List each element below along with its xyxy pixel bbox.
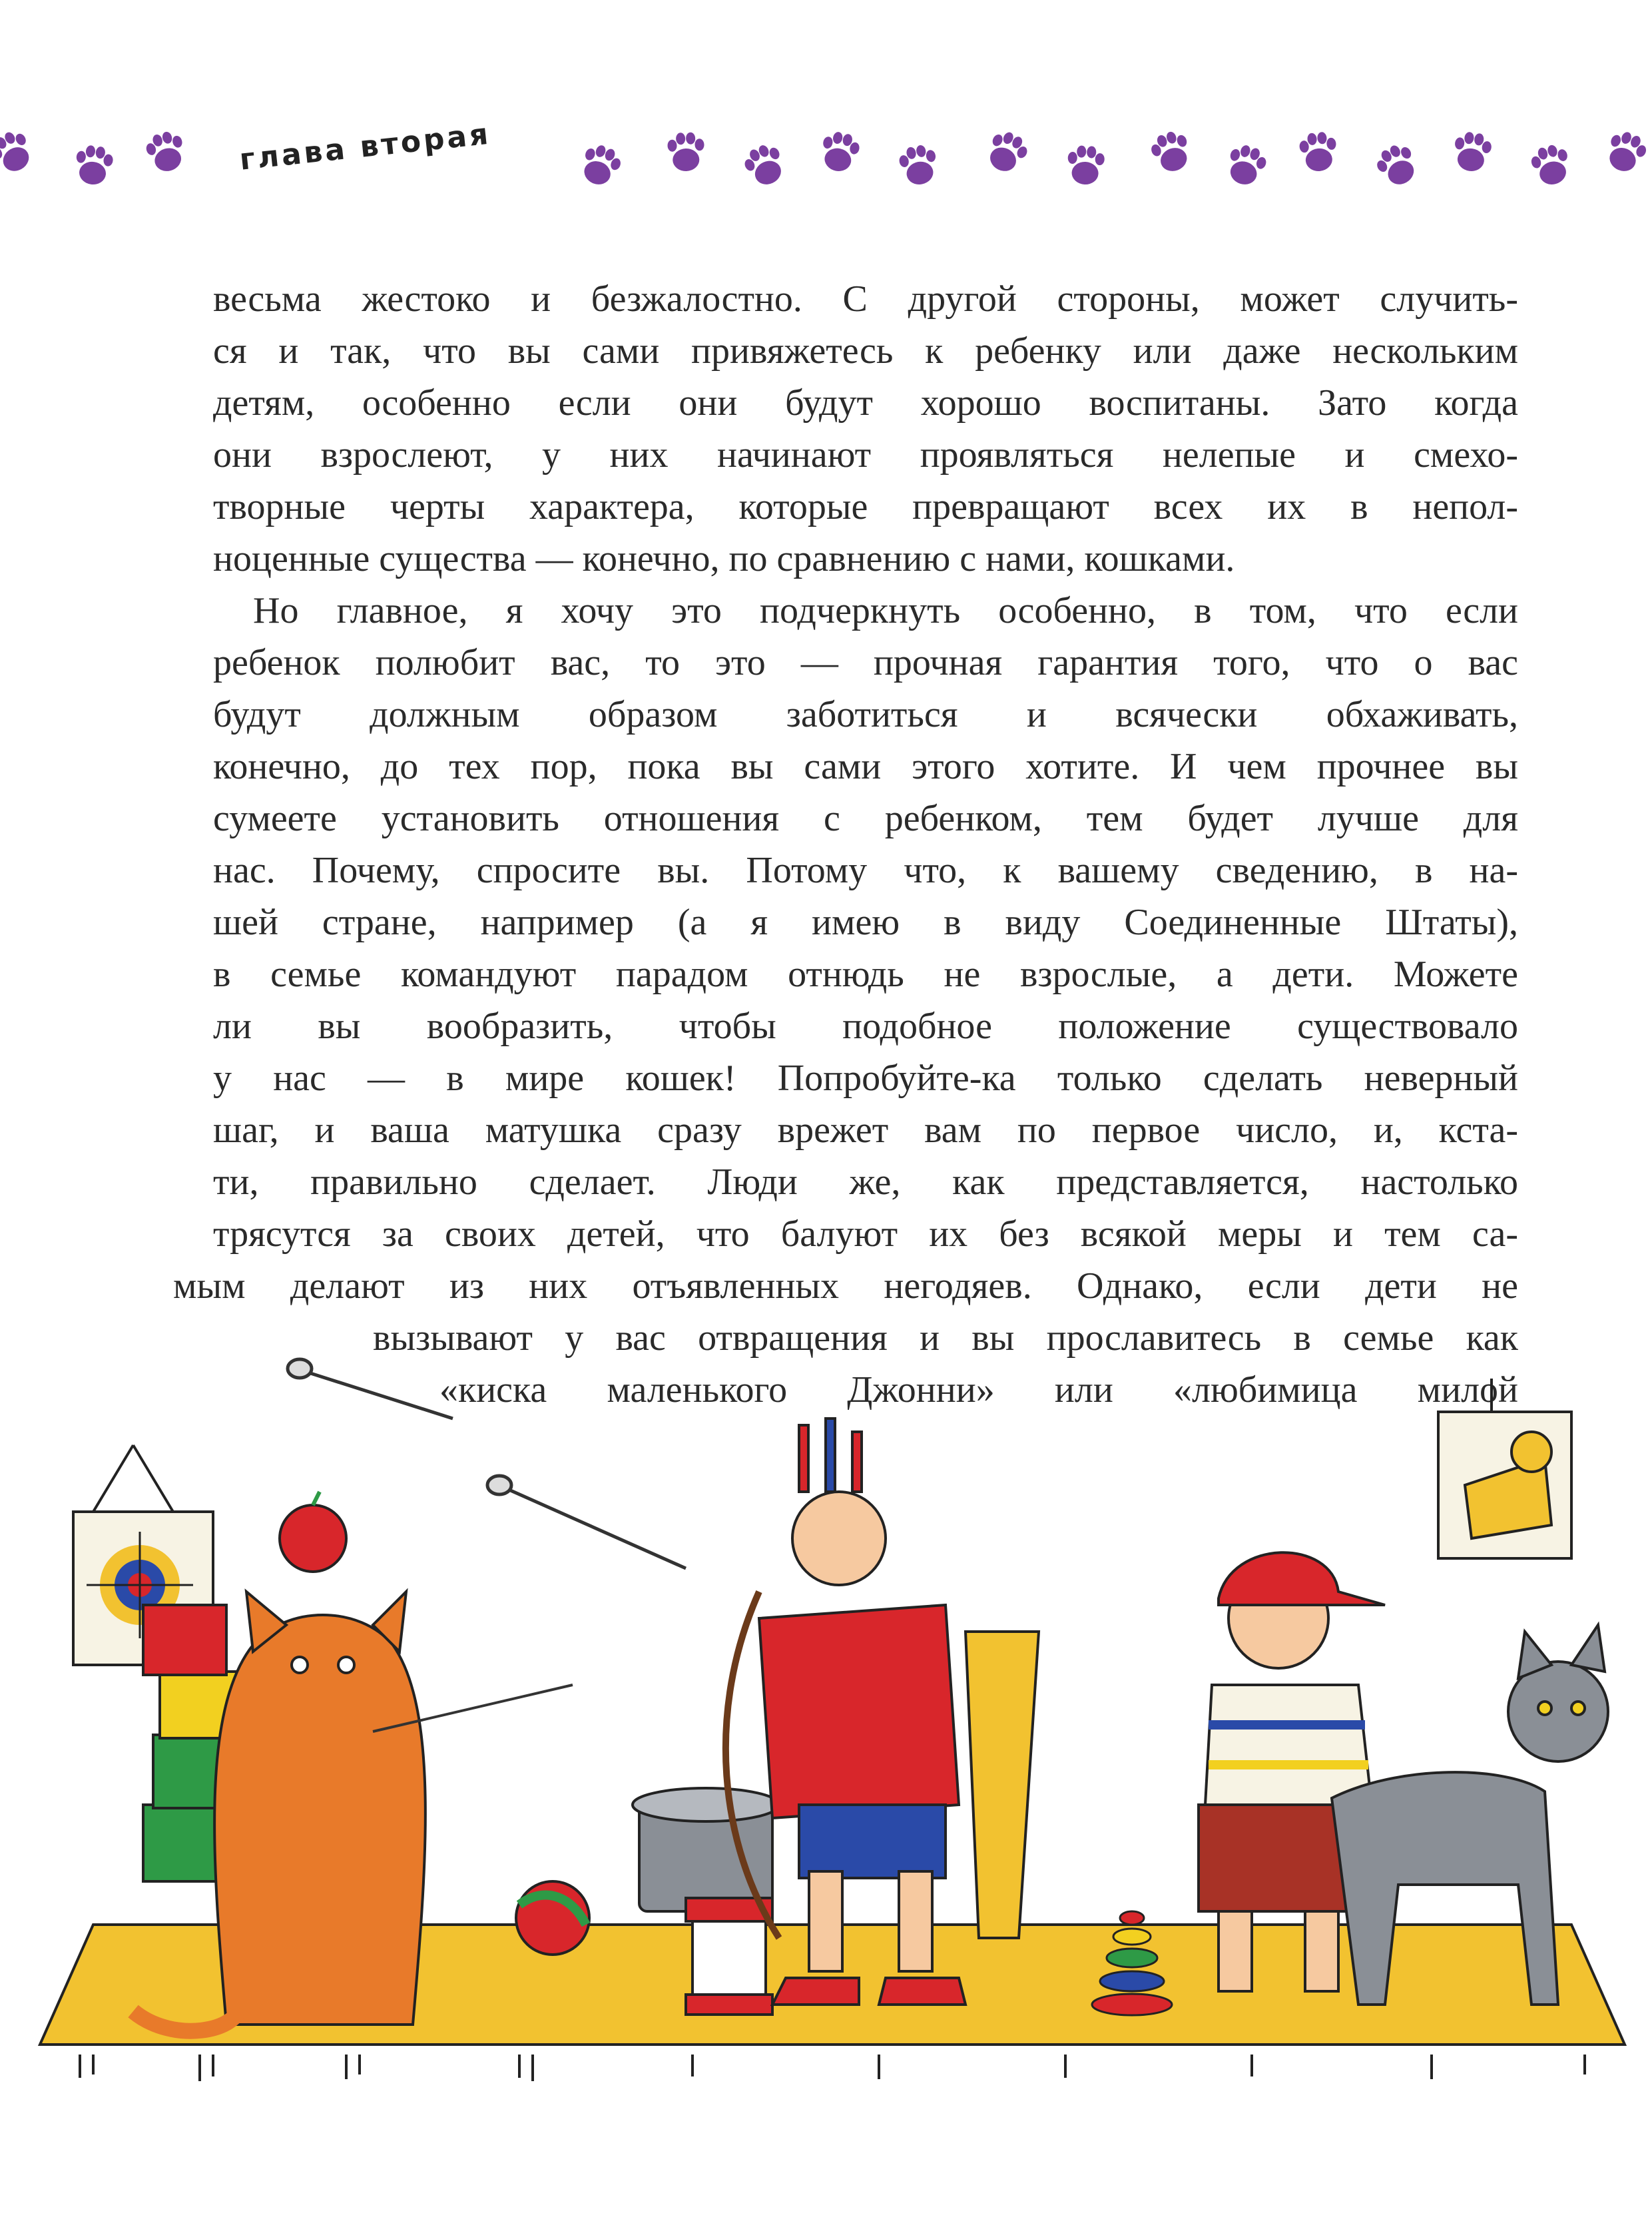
text-line: шаг, и ваша матушка сразу врежет вам по первое число, и, кста- xyxy=(213,1110,1518,1151)
playroom-illustration xyxy=(0,1339,1652,2204)
text-line: весьма жестоко и безжалостно. С другой стороны, может случить- xyxy=(213,278,1518,320)
paw-print-icon xyxy=(1223,142,1270,190)
text-line: ти, правильно сделает. Люди же, как представляется, настолько xyxy=(213,1161,1518,1203)
paw-print-icon xyxy=(1602,127,1651,176)
paw-print-icon xyxy=(1067,145,1105,186)
text-line: вызывают у вас отвращения и вы прославитесь в семье как xyxy=(373,1317,1518,1359)
text-line: в семье командуют парадом отнюдь не взрослые, а дети. Можете xyxy=(213,954,1518,995)
text-line: нас. Почему, спросите вы. Потому что, к вашему сведению, в на- xyxy=(213,850,1518,891)
text-line: «киска маленького Джонни» или «любимица милой xyxy=(439,1369,1518,1411)
paw-print-icon xyxy=(667,132,705,172)
cat-drawing-poster xyxy=(1438,1379,1571,1558)
ball xyxy=(516,1881,589,1955)
paw-print-icon xyxy=(73,144,115,186)
text-line: конечно, до тех пор, пока вы сами этого хотите. И чем прочнее вы xyxy=(213,746,1518,787)
text-line: детям, особенно если они будут хорошо воспитаны. Зато когда xyxy=(213,382,1518,424)
paw-print-icon xyxy=(1147,127,1195,176)
text-line: ся и так, что вы сами привяжетесь к ребенку или даже нескольким xyxy=(213,330,1518,372)
text-line: шей стране, например (а я имею в виду Соединенные Штаты), xyxy=(213,902,1518,943)
paw-print-icon xyxy=(897,143,940,187)
paw-print-icon xyxy=(143,129,189,176)
text-line: ноценные существа — конечно, по сравнению с нами, кошками. xyxy=(213,538,1235,579)
grass-marks xyxy=(80,2055,1585,2081)
text-line: творные черты характера, которые превращают всех их в непол- xyxy=(213,486,1518,527)
body-text xyxy=(173,273,1518,1416)
chapter-title: глава вторая xyxy=(238,117,493,177)
text-line: они взрослеют, у них начинают проявляться нелепые и смехо- xyxy=(213,434,1518,476)
paw-print-icon xyxy=(982,127,1032,178)
paw-print-icon xyxy=(740,140,790,190)
text-line: ли вы вообразить, чтобы подобное положение существовало xyxy=(213,1006,1518,1047)
text-line: у нас — в мире кошек! Попробуйте-ка только сделать неверный xyxy=(213,1058,1518,1099)
paw-print-icon xyxy=(1452,131,1494,174)
paw-print-icon xyxy=(1298,131,1339,172)
toy-lantern xyxy=(686,1898,772,2015)
text-line: сумеете установить отношения с ребенком, тем будет лучше для xyxy=(213,798,1518,839)
paw-print-icon xyxy=(577,141,625,190)
text-line: Но главное, я хочу это подчеркнуть особенно, в том, что если xyxy=(253,590,1518,631)
paw-print-icon xyxy=(1528,142,1573,188)
paw-print-icon xyxy=(0,126,38,178)
text-line: трясутся за своих детей, что балуют их без всякой меры и тем са- xyxy=(213,1213,1518,1255)
paw-print-icon xyxy=(818,129,862,174)
text-line: будут должным образом заботиться и всячески обхаживать, xyxy=(213,694,1518,735)
paw-print-icon xyxy=(1372,140,1422,191)
text-line: мым делают из них отъявленных негодяев. Однако, если дети не xyxy=(173,1265,1518,1307)
text-line: ребенок полюбит вас, то это — прочная гарантия того, что о вас xyxy=(213,642,1518,683)
